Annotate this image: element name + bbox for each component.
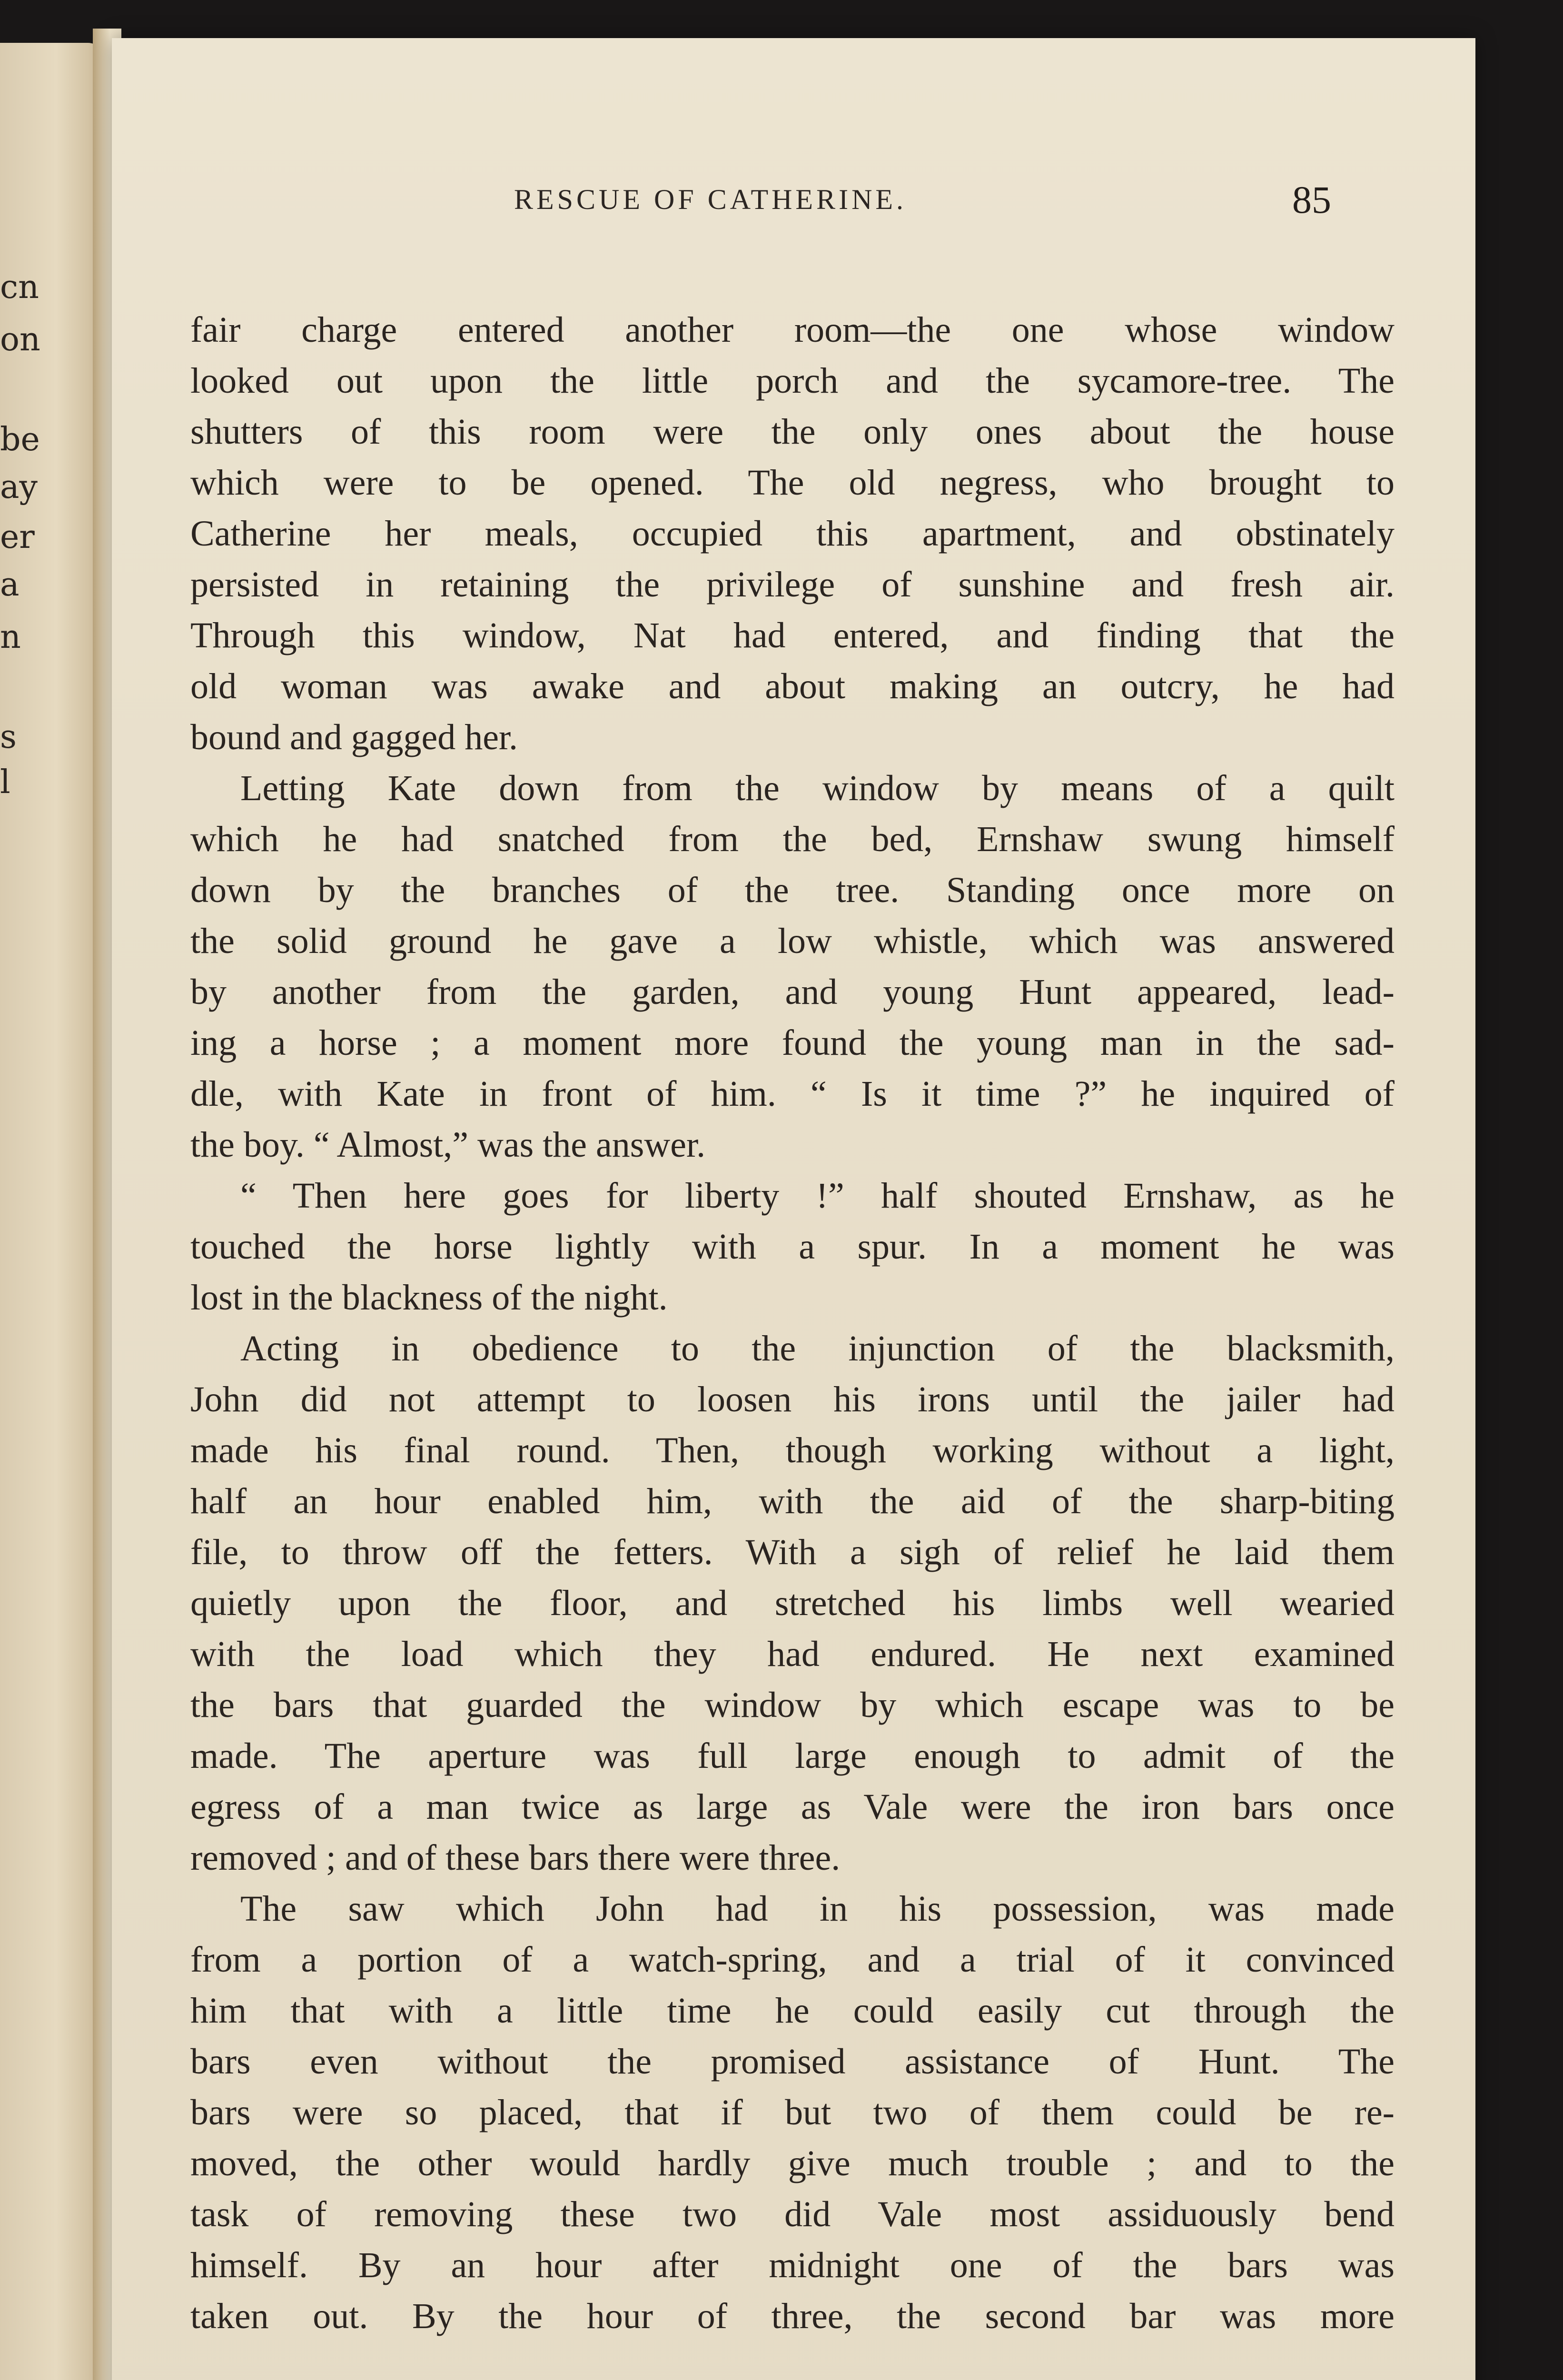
text-line: moved, the other would hardly give much trouble ; and to the — [190, 2143, 1395, 2183]
book-page — [112, 38, 1475, 2380]
text-line: file, to throw off the fetters. With a sigh of relief he laid them — [190, 1532, 1395, 1572]
text-line: taken out. By the hour of three, the second bar was more — [190, 2296, 1395, 2336]
text-line: The saw which John had in his possession, was made — [240, 1889, 1395, 1929]
text-line: which were to be opened. The old negress, who brought to — [190, 463, 1395, 503]
text-line: task of removing these two did Vale most assiduously bend — [190, 2194, 1395, 2234]
left-page-fragment: cn — [0, 268, 39, 306]
left-page-fragment: er — [0, 518, 35, 556]
text-line: the solid ground he gave a low whistle, which was answered — [190, 921, 1395, 961]
text-line: the boy. “ Almost,” was the answer. — [190, 1125, 706, 1165]
text-line: lost in the blackness of the night. — [190, 1278, 668, 1318]
left-page-edge — [0, 43, 102, 2380]
left-page-fragment: s — [0, 718, 17, 756]
left-page-fragment: be — [0, 421, 40, 458]
text-line: quietly upon the floor, and stretched his limbs well wearied — [190, 1583, 1395, 1623]
text-line: by another from the garden, and young Hunt appeared, lead- — [190, 972, 1395, 1012]
text-line: egress of a man twice as large as Vale were the iron bars once — [190, 1787, 1395, 1827]
running-title: RESCUE OF CATHERINE. — [514, 184, 907, 215]
text-line: persisted in retaining the privilege of sunshine and fresh air. — [190, 565, 1395, 605]
text-line: half an hour enabled him, with the aid of the sharp-biting — [190, 1481, 1395, 1521]
text-line: him that with a little time he could easily cut through the — [190, 1991, 1395, 2031]
text-line: bars were so placed, that if but two of them could be re- — [190, 2092, 1395, 2132]
text-line: John did not attempt to loosen his irons until the jailer had — [190, 1379, 1395, 1419]
text-line: removed ; and of these bars there were three. — [190, 1838, 841, 1878]
text-line: the bars that guarded the window by which escape was to be — [190, 1685, 1395, 1725]
text-line: “ Then here goes for liberty !” half shouted Ernshaw, as he — [240, 1176, 1395, 1216]
text-line: which he had snatched from the bed, Ernshaw swung himself — [190, 819, 1395, 859]
left-page-fragment: on — [0, 321, 40, 358]
text-line: himself. By an hour after midnight one of the bars was — [190, 2245, 1395, 2285]
text-line: fair charge entered another room—the one whose window — [190, 310, 1395, 350]
running-header — [112, 178, 1475, 226]
text-line: from a portion of a watch-spring, and a trial of it convinced — [190, 1940, 1395, 1980]
page-number: 85 — [1292, 178, 1331, 221]
text-line: down by the branches of the tree. Standing once more on — [190, 870, 1395, 910]
text-line: with the load which they had endured. He next examined — [190, 1634, 1395, 1674]
text-line: dle, with Kate in front of him. “ Is it time ?” he inquired of — [190, 1074, 1395, 1114]
left-page-fragment: ay — [0, 468, 38, 506]
text-line: bound and gagged her. — [190, 717, 518, 757]
text-line: Acting in obedience to the injunction of the blacksmith, — [240, 1329, 1395, 1368]
text-line: old woman was awake and about making an outcry, he had — [190, 666, 1395, 706]
text-line: Catherine her meals, occupied this apartment, and obstinately — [190, 514, 1395, 554]
text-line: Letting Kate down from the window by means of a quilt — [240, 768, 1395, 808]
page-content — [112, 38, 1475, 2380]
left-page-fragment: n — [0, 618, 21, 656]
text-line: Through this window, Nat had entered, and finding that the — [190, 615, 1395, 655]
text-line: ing a horse ; a moment more found the young man in the sad- — [190, 1023, 1395, 1063]
text-line: made his final round. Then, though working without a light, — [190, 1430, 1395, 1470]
left-page-fragment: l — [0, 764, 10, 801]
text-line: bars even without the promised assistance of Hunt. The — [190, 2042, 1395, 2082]
body-text — [190, 305, 1395, 2342]
left-page-fragment: a — [0, 566, 20, 604]
text-line: made. The aperture was full large enough to admit of the — [190, 1736, 1395, 1776]
text-line: looked out upon the little porch and the sycamore-tree. The — [190, 361, 1395, 401]
text-line: shutters of this room were the only ones about the house — [190, 412, 1395, 452]
text-line: touched the horse lightly with a spur. In a moment he was — [190, 1227, 1395, 1267]
